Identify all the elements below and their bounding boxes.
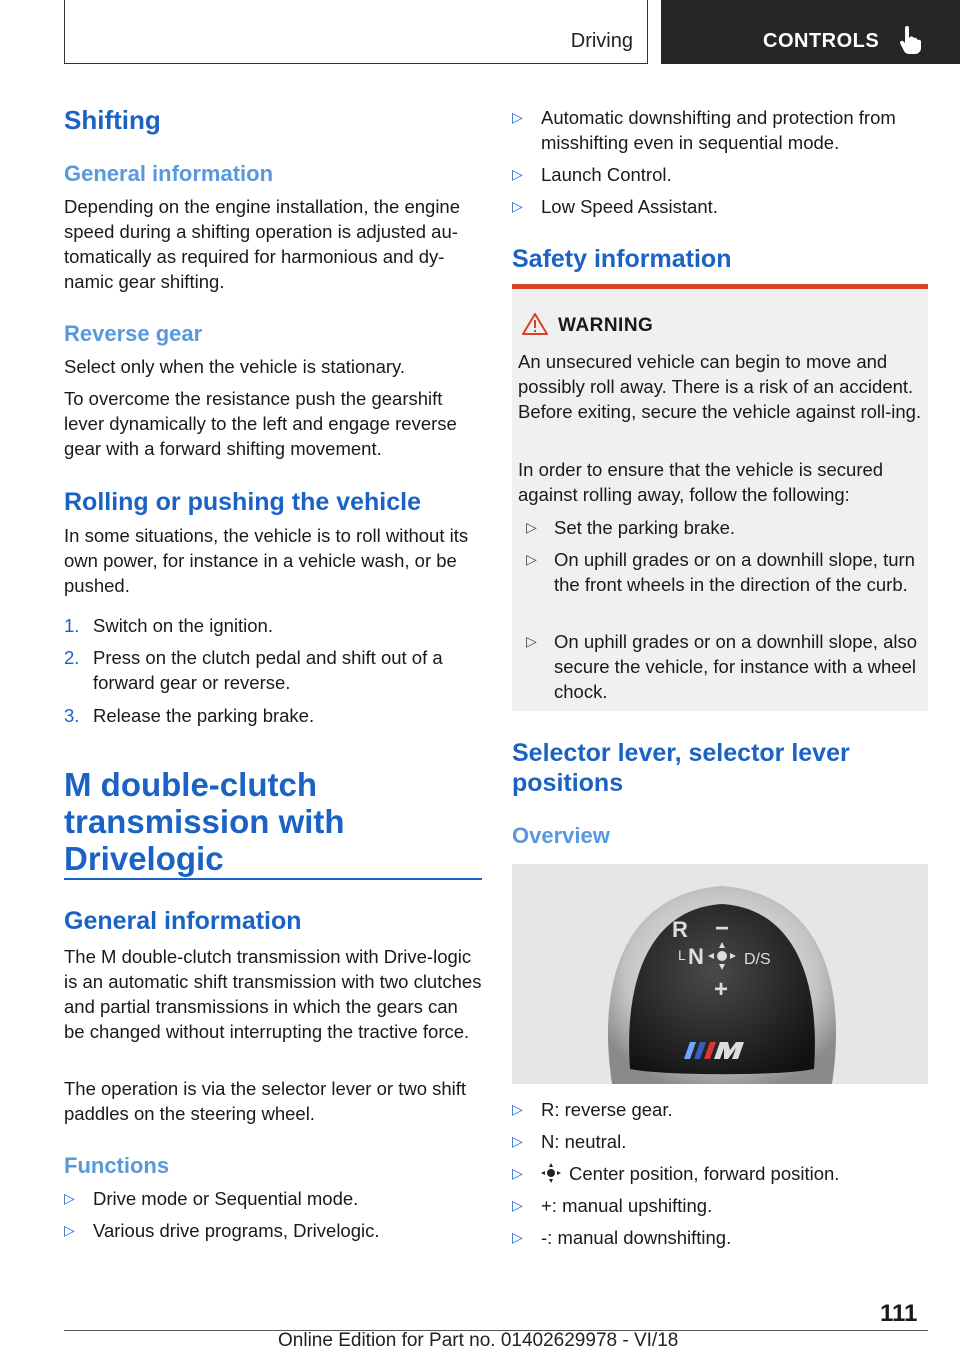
paragraph: Depending on the engine installation, the engine speed during a shifting operation is adjusted au-tomatically as required for harmonious and dy-namic gear shifting. [64, 196, 461, 292]
heading-shifting: Shifting [64, 105, 161, 135]
heading-reverse-gear: Reverse gear [64, 321, 203, 346]
heading-safety-information: Safety information [512, 245, 732, 273]
list-item: ▷ Various drive programs, Drivelogic. [64, 1220, 380, 1241]
chapter-title: M double-clutch transmission with Drivelogic [64, 766, 345, 877]
warning-box [512, 284, 928, 711]
warning-paragraph: In order to ensure that the vehicle is secured against rolling away, follow the following: [518, 459, 884, 505]
list-item: 2. Press on the clutch pedal and shift out of a forward gear or reverse. [64, 647, 443, 693]
selector-lever-figure [512, 864, 928, 1084]
list-item: ▷ Center position, forward position. [512, 1163, 840, 1184]
warning-paragraph: An unsecured vehicle can begin to move and possibly roll away. There is a risk of an accident. Before exiting, secure the vehicle against roll-ing. [518, 351, 922, 422]
chapter-rule [64, 878, 482, 880]
footer-edition: Online Edition for Part no. 01402629978 - VI/18 [278, 1330, 679, 1351]
warning-list-item: ▷ On uphill grades or on a downhill slope, also secure the vehicle, for instance with a wheel chock. [526, 631, 918, 702]
svg-text:R: R [672, 917, 688, 942]
warning-title: WARNING [558, 315, 654, 336]
heading-rolling-pushing: Rolling or pushing the vehicle [64, 488, 421, 516]
list-item: 3. Release the parking brake. [64, 705, 315, 726]
warning-list-item: ▷ Set the parking brake. [526, 517, 735, 538]
svg-text:L: L [678, 947, 686, 963]
paragraph: Select only when the vehicle is stationary. [64, 356, 406, 377]
heading-overview: Overview [512, 823, 610, 848]
paragraph: To overcome the resistance push the gearshift lever dynamically to the left and engage reverse gear with a forward shifting movement. [64, 388, 457, 459]
svg-text:+: + [714, 976, 729, 1003]
page-number: 111 [880, 1300, 918, 1327]
heading-general-information: General information [64, 161, 274, 186]
heading-selector-lever: Selector lever, selector lever positions [512, 739, 850, 797]
paragraph: The M double-clutch transmission with Drive-logic is an automatic shift transmission with two clutches and partial transmissions in which the gears can be changed without interrupting the tractive force. [64, 946, 482, 1042]
list-item: ▷ Launch Control. [512, 164, 672, 185]
list-item: ▷ R: reverse gear. [512, 1099, 673, 1120]
pointing-hand-icon [899, 26, 921, 54]
header-section-tab [64, 0, 648, 64]
center-position-icon [541, 1163, 561, 1183]
heading-general-information-2: General information [64, 907, 302, 935]
warning-triangle-icon [522, 313, 548, 335]
svg-text:D/S: D/S [744, 951, 771, 968]
list-item: ▷ Automatic downshifting and protection from misshifting even in sequential mode. [512, 107, 896, 153]
header-chapter-label: CONTROLS [763, 30, 880, 52]
paragraph: The operation is via the selector lever or two shift paddles on the steering wheel. [64, 1078, 467, 1124]
svg-text:−: − [715, 915, 730, 942]
heading-functions: Functions [64, 1153, 170, 1178]
list-item: ▷ Low Speed Assistant. [512, 196, 718, 217]
list-item: ▷ N: neutral. [512, 1131, 627, 1152]
svg-text:N: N [688, 944, 704, 969]
header-section-label: Driving [570, 30, 633, 52]
paragraph: In some situations, the vehicle is to roll without its own power, for instance in a vehicle wash, or be pushed. [64, 525, 469, 596]
header-chapter-tab [661, 0, 960, 64]
selector-lever-image [512, 864, 928, 1084]
list-item: ▷ -: manual downshifting. [512, 1227, 732, 1248]
warning-list-item: ▷ On uphill grades or on a downhill slope, turn the front wheels in the direction of the curb. [526, 549, 915, 595]
list-item: ▷ Drive mode or Sequential mode. [64, 1188, 359, 1209]
list-item: ▷ +: manual upshifting. [512, 1195, 713, 1216]
list-item: 1. Switch on the ignition. [64, 615, 273, 636]
